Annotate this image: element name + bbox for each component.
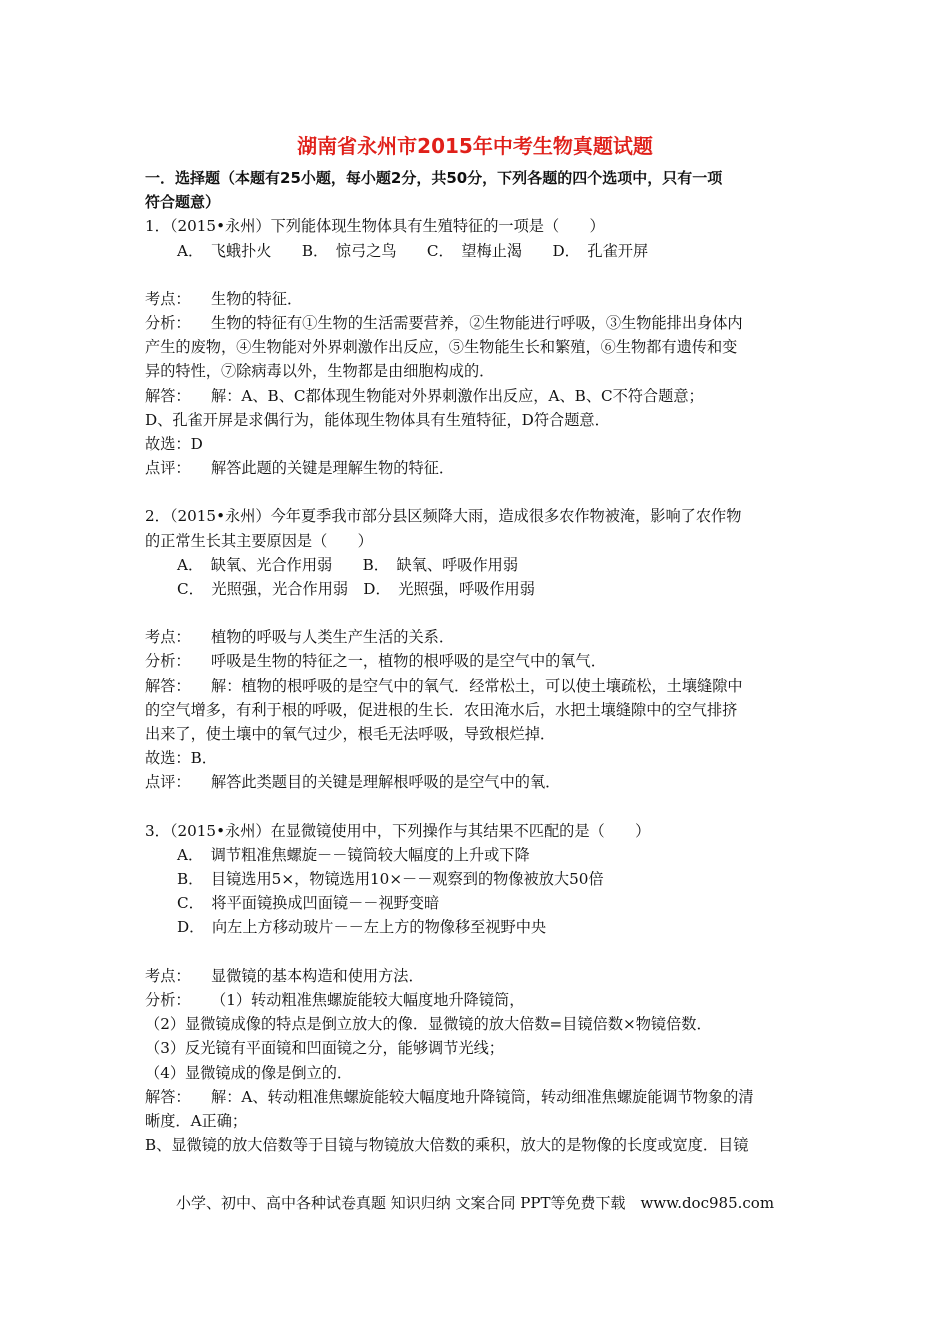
fenxi-text: （2）显微镜成像的特点是倒立放大的像．显微镜的放大倍数=目镜倍数×物镜倍数．	[145, 1015, 712, 1034]
jieda-text: 解：植物的根呼吸的是空气中的氧气．经常松土，可以使土壤疏松，土壤缝隙中	[211, 676, 743, 695]
dianping-text: 解答此类题目的关键是理解根呼吸的是空气中的氧．	[211, 773, 561, 792]
question-options: D． 向左上方移动玻片－－左上方的物像移至视野中央	[177, 918, 547, 937]
answer-text: 故选：D	[145, 435, 203, 454]
question-1	[145, 214, 810, 504]
jieda-label: 解答：	[145, 386, 191, 405]
kaodian-label: 考点：	[145, 966, 191, 985]
fenxi-text: 异的特性，⑦除病毒以外，生物都是由细胞构成的．	[145, 362, 495, 381]
question-options: A． 缺氧、光合作用弱 B． 缺氧、呼吸作用弱	[177, 555, 519, 574]
fenxi-label: 分析：	[145, 314, 191, 333]
jieda-text: 出来了，使土壤中的氧气过少，根毛无法呼吸，导致根烂掉．	[145, 725, 556, 744]
fenxi-text: （1）转动粗准焦螺旋能较大幅度地升降镜筒，	[211, 990, 525, 1009]
kaodian-text: 植物的呼吸与人类生产生活的关系．	[211, 628, 454, 647]
jieda-text: D、孔雀开屏是求偶行为，能体现生物体具有生殖特征，D符合题意．	[145, 410, 610, 429]
question-options: A． 调节粗准焦螺旋－－镜筒较大幅度的上升或下降	[177, 845, 530, 864]
fenxi-text: 呼吸是生物的特征之一，植物的根呼吸的是空气中的氧气．	[211, 652, 606, 671]
jieda-text: 解：A、转动粗准焦螺旋能较大幅度地升降镜筒，转动细准焦螺旋能调节物象的清	[211, 1087, 754, 1106]
kaodian-label: 考点：	[145, 628, 191, 647]
fenxi-label: 分析：	[145, 990, 191, 1009]
dianping-label: 点评：	[145, 773, 191, 792]
answer-text: 故选：B．	[145, 749, 217, 768]
jieda-label: 解答：	[145, 1087, 191, 1106]
question-options: C． 将平面镜换成凹面镜－－视野变暗	[177, 894, 440, 913]
spacer	[145, 601, 810, 625]
jieda-label: 解答：	[145, 676, 191, 695]
question-stem: 的正常生长其主要原因是（ ）	[145, 531, 373, 550]
question-stem: 3．（2015•永州）在显微镜使用中，下列操作与其结果不匹配的是（ ）	[145, 821, 651, 840]
kaodian-text: 生物的特征．	[211, 289, 303, 308]
fenxi-text: 生物的特征有①生物的生活需要营养，②生物能进行呼吸，③生物能排出身体内	[211, 314, 743, 333]
kaodian-text: 显微镜的基本构造和使用方法．	[211, 966, 424, 985]
page-title: 湖南省永州市2015年中考生物真题试题	[297, 134, 653, 158]
question-stem: 2．（2015•永州）今年夏季我市部分县区频降大雨，造成很多农作物被淹，影响了农作物	[145, 507, 742, 526]
question-options: A． 飞蛾扑火 B． 惊弓之鸟 C． 望梅止渴 D． 孔雀开屏	[177, 241, 649, 260]
fenxi-text: （4）显微镜成的像是倒立的．	[145, 1063, 353, 1082]
question-stem: 1．（2015•永州）下列能体现生物体具有生殖特征的一项是（ ）	[145, 217, 605, 236]
question-options: B． 目镜选用5×，物镜选用10×－－观察到的物像被放大50倍	[177, 870, 604, 889]
section-heading-line2: 符合题意）	[145, 193, 221, 212]
spacer	[145, 263, 810, 287]
spacer	[145, 795, 810, 819]
page-footer: 小学、初中、高中各种试卷真题 知识归纳 文案合同 PPT等免费下载 www.doc985.com	[175, 1194, 775, 1212]
dianping-text: 解答此题的关键是理解生物的特征．	[211, 459, 454, 478]
jieda-text: B、显微镜的放大倍数等于目镜与物镜放大倍数的乘积，放大的是物像的长度或宽度．目镜	[145, 1136, 749, 1155]
question-options: C． 光照强，光合作用弱 D． 光照强，呼吸作用弱	[177, 580, 535, 599]
document-body	[145, 166, 810, 1157]
question-3	[145, 819, 810, 1158]
fenxi-text: 产生的废物，④生物能对外界刺激作出反应，⑤生物能生长和繁殖，⑥生物都有遗传和变	[145, 338, 738, 357]
dianping-label: 点评：	[145, 459, 191, 478]
kaodian-label: 考点：	[145, 289, 191, 308]
fenxi-text: （3）反光镜有平面镜和凹面镜之分，能够调节光线；	[145, 1039, 504, 1058]
section-heading-line1: 一．选择题（本题有25小题，每小题2分，共50分，下列各题的四个选项中，只有一项	[145, 169, 723, 187]
spacer	[145, 940, 810, 964]
jieda-text: 的空气增多，有利于根的呼吸，促进根的生长．农田淹水后，水把土壤缝隙中的空气排挤	[145, 700, 738, 719]
fenxi-label: 分析：	[145, 652, 191, 671]
spacer	[145, 480, 810, 504]
jieda-text: 晰度．A正确；	[145, 1111, 248, 1130]
jieda-text: 解：A、B、C都体现生物能对外界刺激作出反应，A、B、C不符合题意；	[211, 386, 704, 405]
question-2	[145, 504, 810, 818]
